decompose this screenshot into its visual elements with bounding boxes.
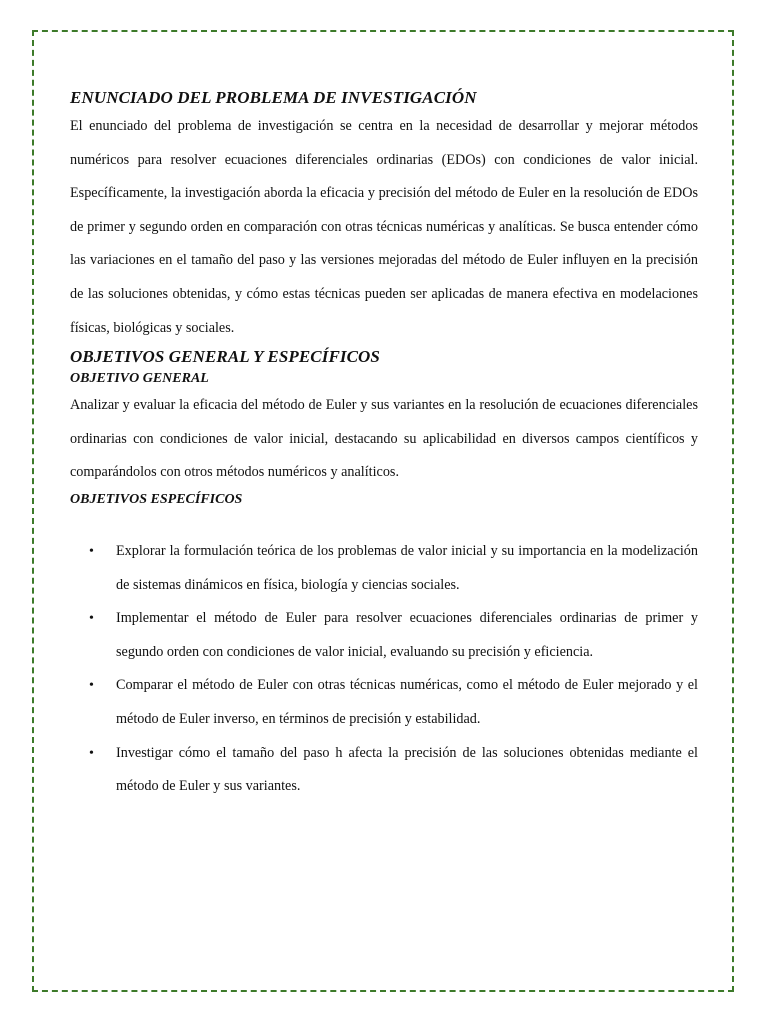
section-title-enunciado: ENUNCIADO DEL PROBLEMA DE INVESTIGACIÓN [70,88,477,107]
list-item [70,602,698,669]
objetivo-general-paragraph: Analizar y evaluar la eficacia del método de Euler y sus variantes en la resolución de ecuaciones diferenciales ordinarias con condiciones de valor inicial, destacando su aplicabilidad en diversos campos científicos y comparándolos con otros métodos numéricos y analíticos. [70,397,698,481]
enunciado-paragraph: El enunciado del problema de investigación se centra en la necesidad de desarrollar y mejorar métodos numéricos para resolver ecuaciones diferenciales ordinarias (EDOs) con condiciones de valor inicial. Específicamente, la investigación aborda la eficacia y precisión del método de Euler en la resolución de EDOs de primer y segundo orden en comparación con otras técnicas numéricas y analíticas. Se busca entender cómo las variaciones en el tamaño del paso y las versiones mejoradas del método de Euler influyen en la precisión de las soluciones obtenidas, y cómo estas técnicas pueden ser aplicadas de manera efectiva en modelaciones físicas, biológicas y sociales. [70,118,698,336]
bullet-icon: • [89,745,94,761]
list-item-text: Investigar cómo el tamaño del paso h afecta la precisión de las soluciones obtenidas mediante el método de Euler y sus variantes. [116,744,698,795]
list-item-text: Explorar la formulación teórica de los problemas de valor inicial y su importancia en la modelización de sistemas dinámicos en física, biología y ciencias sociales. [116,542,698,593]
list-item [70,737,698,804]
bullet-icon: • [89,678,94,694]
bullet-icon: • [89,543,94,559]
list-item [70,535,698,602]
objetivos-especificos-list [70,535,698,804]
subsection-title-objetivos-especificos: OBJETIVOS ESPECÍFICOS [70,491,243,507]
list-item-text: Comparar el método de Euler con otras técnicas numéricas, como el método de Euler mejorado y el método de Euler inverso, en términos de precisión y estabilidad. [116,677,698,727]
section-title-objetivos: OBJETIVOS GENERAL Y ESPECÍFICOS [70,347,380,367]
subsection-title-objetivo-general: OBJETIVO GENERAL [70,371,209,387]
document-content [70,86,698,804]
list-item [70,669,698,736]
list-item-text: Implementar el método de Euler para resolver ecuaciones diferenciales ordinarias de primer y segundo orden con condiciones de valor inicial, evaluando su precisión y eficiencia. [116,610,698,660]
bullet-icon: • [89,611,94,627]
